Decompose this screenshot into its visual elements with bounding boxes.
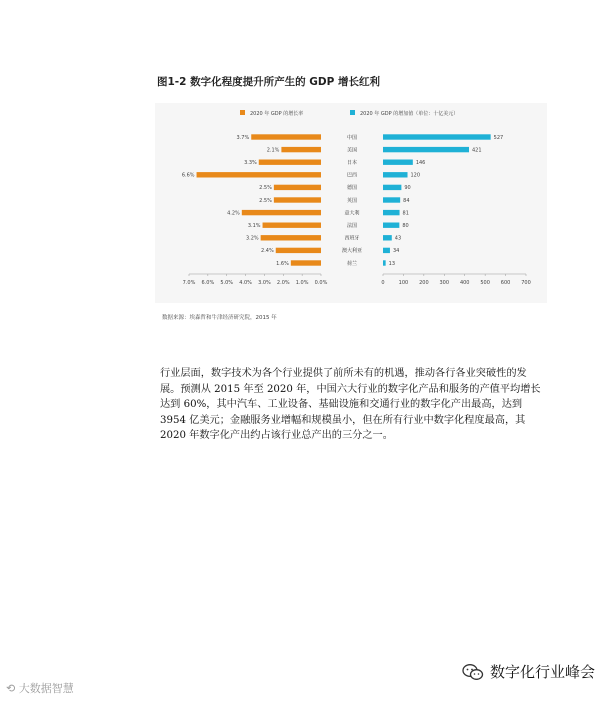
bar-value	[383, 185, 401, 190]
bar-value	[383, 147, 469, 152]
bar-growth	[276, 248, 321, 253]
category-label: 日本	[346, 160, 358, 166]
data-label-growth: 1.6%	[276, 260, 289, 267]
tick-label-value: 500	[480, 280, 490, 286]
category-label: 澳大利亚	[341, 248, 363, 255]
figure-title: 图1-2 数字化程度提升所产生的 GDP 增长红利	[157, 76, 380, 88]
data-label-value: 43	[394, 235, 402, 242]
bar-value	[383, 235, 392, 240]
data-label-growth: 3.7%	[236, 134, 250, 141]
figure-source: 数据来源：埃森哲和牛津经济研究院，2015 年	[162, 315, 277, 321]
data-label-growth: 4.2%	[227, 210, 240, 217]
tick-label-value: 0	[381, 280, 385, 286]
category-label: 德国	[346, 185, 358, 192]
bar-value	[383, 134, 491, 139]
data-label-growth: 2.5%	[259, 185, 272, 192]
tick-label-value: 200	[419, 280, 429, 286]
bar-growth	[274, 197, 321, 202]
paragraph-line: 达到 60%，其中汽车、工业设备、基础设施和交通行业的数字化产出最高，达到	[160, 399, 523, 410]
tick-label-growth: 1.0%	[295, 280, 309, 286]
paragraph-line: 行业层面，数字技术为各个行业提供了前所未有的机遇，推动各行各业突破性的发	[160, 368, 527, 379]
category-label: 意大利	[344, 210, 360, 217]
watermark-left	[6, 680, 74, 696]
bar-value	[383, 260, 386, 265]
chart-panel	[155, 103, 547, 303]
data-label-value: 146	[415, 160, 426, 166]
data-label-value: 81	[402, 210, 409, 217]
category-label: 美国	[346, 147, 358, 154]
tick-label-value: 700	[521, 280, 531, 286]
bar-value	[383, 248, 390, 253]
tick-label-value: 300	[439, 280, 450, 286]
bar-growth	[242, 210, 321, 215]
data-label-value: 527	[493, 134, 504, 141]
data-label-value: 13	[388, 260, 396, 267]
tick-label-growth: 4.0%	[239, 280, 252, 286]
gdp-dual-bar-chart	[155, 103, 547, 303]
wechat-icon	[462, 663, 484, 681]
data-label-growth: 2.1%	[266, 147, 280, 154]
tick-label-growth: 3.0%	[258, 280, 271, 286]
category-label: 英国	[346, 197, 358, 204]
data-label-growth: 2.4%	[261, 248, 274, 255]
category-label: 法国	[346, 223, 358, 229]
legend-label-value: 2020 年 GDP 的增加值（单位：十亿美元）	[360, 111, 459, 117]
watermark-left-text: 大数据智慧	[18, 682, 74, 695]
data-label-value: 90	[404, 185, 411, 192]
paragraph-line: 展。预测从 2015 年至 2020 年，中国六大行业的数字化产品和服务的产值平均增长	[160, 383, 541, 395]
data-label-value: 84	[403, 197, 410, 204]
category-label: 巴西	[346, 172, 358, 179]
bar-growth	[251, 134, 321, 139]
data-label-value: 80	[402, 223, 409, 229]
tick-label-value: 600	[500, 280, 511, 286]
data-label-growth: 6.6%	[181, 172, 195, 179]
bar-growth	[281, 147, 321, 152]
bar-growth	[259, 160, 321, 165]
category-label: 西班牙	[344, 235, 360, 242]
data-label-value: 421	[472, 147, 482, 154]
tick-label-growth: 6.0%	[201, 280, 215, 286]
data-label-value: 34	[392, 248, 400, 255]
bar-growth	[291, 260, 321, 265]
data-label-growth: 3.1%	[247, 223, 261, 229]
paragraph-line: 2020 年数字化产出约占该行业总产出的三分之一。	[160, 430, 393, 441]
category-label: 中国	[346, 134, 358, 141]
body-paragraph	[160, 366, 550, 444]
data-label-growth: 3.3%	[244, 160, 257, 166]
legend-label-growth: 2020 年 GDP 的增长率	[250, 111, 304, 117]
tick-label-growth: 7.0%	[182, 280, 196, 286]
bar-value	[383, 210, 400, 215]
legend-swatch-value	[350, 110, 355, 115]
watermark-logo-icon: ⟲	[6, 682, 19, 695]
tick-label-growth: 5.0%	[220, 280, 234, 286]
bar-growth	[274, 185, 321, 190]
paragraph-line: 3954 亿美元；金融服务业增幅和规模虽小，但在所有行业中数字化程度最高，其	[160, 414, 526, 426]
bar-value	[383, 160, 413, 165]
wechat-watermark	[462, 661, 595, 682]
tick-label-value: 400	[459, 280, 470, 286]
bar-growth	[263, 223, 321, 228]
category-label: 荷兰	[346, 260, 358, 267]
data-label-growth: 2.5%	[259, 197, 272, 204]
data-label-growth: 3.2%	[245, 235, 259, 242]
bar-growth	[261, 235, 321, 240]
watermark-right-text: 数字化行业峰会	[490, 663, 596, 681]
legend-swatch-growth	[240, 110, 245, 115]
bar-growth	[197, 172, 321, 177]
tick-label-growth: 0.0%	[314, 280, 328, 286]
tick-label-value: 100	[398, 280, 409, 286]
bar-value	[383, 223, 399, 228]
bar-value	[383, 197, 400, 202]
bar-value	[383, 172, 408, 177]
data-label-value: 120	[410, 172, 421, 179]
tick-label-growth: 2.0%	[276, 280, 290, 286]
